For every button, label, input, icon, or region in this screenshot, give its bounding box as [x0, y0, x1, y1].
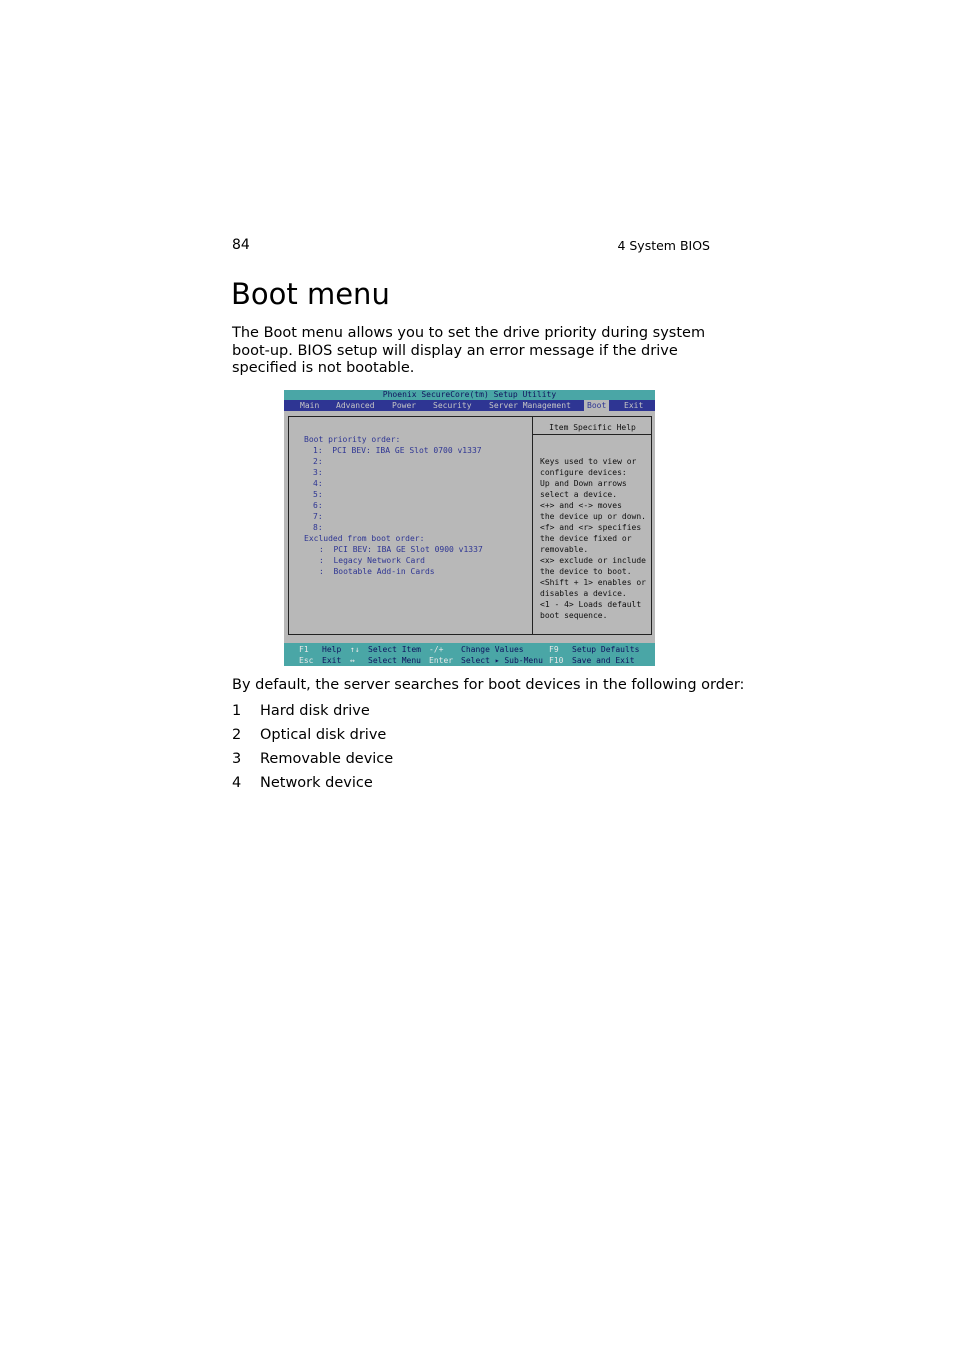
help-line: the device up or down.: [540, 512, 646, 521]
help-title: Item Specific Help: [549, 423, 636, 432]
boot-priority-heading: Boot priority order:: [304, 435, 401, 444]
excluded-item: : PCI BEV: IBA GE Slot 0900 v1337: [319, 545, 483, 554]
key-f1-desc: Help: [322, 645, 342, 654]
bios-panel-divider: [532, 416, 533, 635]
key-arrows-left-right: ↔: [350, 656, 355, 665]
list-item-number: 3: [232, 751, 242, 767]
list-item-text: Network device: [260, 775, 373, 791]
boot-priority-item: 3:: [313, 468, 323, 477]
key-f9: F9: [549, 645, 559, 654]
list-item-number: 4: [232, 775, 242, 791]
bios-menu-server-management: Server Management: [489, 401, 571, 410]
help-text: [540, 456, 646, 621]
list-item-text: Hard disk drive: [260, 703, 370, 719]
list-item-text: Optical disk drive: [260, 727, 387, 743]
key-minus-plus-desc: Change Values: [461, 645, 524, 654]
excluded-item: : Bootable Add-in Cards: [319, 567, 435, 576]
excluded-item: : Legacy Network Card: [319, 556, 425, 565]
help-line: Up and Down arrows: [540, 479, 627, 488]
boot-priority-item: 2:: [313, 457, 323, 466]
bios-title: Phoenix SecureCore(tm) Setup Utility: [284, 390, 655, 400]
bios-menu-main: Main: [300, 401, 320, 410]
help-line: <+> and <-> moves: [540, 501, 622, 510]
help-line: <Shift + 1> enables or: [540, 578, 646, 587]
bios-menu-exit: Exit: [624, 401, 644, 410]
key-f10-desc: Save and Exit: [572, 656, 635, 665]
help-header-divider: [533, 434, 652, 435]
key-esc-desc: Exit: [322, 656, 342, 665]
bios-menu-power: Power: [392, 401, 417, 410]
help-line: removable.: [540, 545, 589, 554]
bios-menu-advanced: Advanced: [336, 401, 375, 410]
key-f9-desc: Setup Defaults: [572, 645, 640, 654]
help-line: configure devices:: [540, 468, 627, 477]
help-line: <x> exclude or include: [540, 556, 646, 565]
key-arrows-up-down: ↑↓: [350, 645, 360, 654]
help-line: disables a device.: [540, 589, 627, 598]
help-line: the device to boot.: [540, 567, 632, 576]
key-f1: F1: [299, 645, 309, 654]
boot-priority-item: 1: PCI BEV: IBA GE Slot 0700 v1337: [313, 446, 482, 455]
page-number: 84: [232, 237, 250, 253]
help-line: <1 - 4> Loads default: [540, 600, 642, 609]
bios-menubar: [284, 400, 655, 411]
boot-order-intro: By default, the server searches for boot devices in the following order:: [232, 677, 745, 693]
boot-priority-item: 8:: [313, 523, 323, 532]
list-item-number: 2: [232, 727, 242, 743]
intro-paragraph: The Boot menu allows you to set the drive priority during system boot-up. BIOS setup will display an error message if the drive specified is not bootable.: [232, 325, 706, 376]
key-minus-plus: -/+: [429, 645, 444, 654]
key-f10: F10: [549, 656, 564, 665]
help-line: Keys used to view or: [540, 457, 637, 466]
help-line: select a device.: [540, 490, 618, 499]
list-item-number: 1: [232, 703, 242, 719]
key-enter: Enter: [429, 656, 454, 665]
help-line: the device fixed or: [540, 534, 632, 543]
boot-priority-item: 4:: [313, 479, 323, 488]
help-line: <f> and <r> specifies: [540, 523, 642, 532]
bios-screenshot: [284, 390, 655, 666]
boot-priority-item: 7:: [313, 512, 323, 521]
key-arrows-left-right-desc: Select Menu: [368, 656, 421, 665]
excluded-heading: Excluded from boot order:: [304, 534, 425, 543]
bios-menu-boot: Boot: [584, 400, 609, 411]
bios-menu-security: Security: [433, 401, 472, 410]
page-title: Boot menu: [231, 277, 390, 311]
help-line: boot sequence.: [540, 611, 608, 620]
list-item-text: Removable device: [260, 751, 394, 767]
boot-priority-item: 5:: [313, 490, 323, 499]
key-esc: Esc: [299, 656, 314, 665]
key-enter-desc: Select ▸ Sub-Menu: [461, 656, 543, 665]
bios-footer: [284, 643, 655, 666]
key-arrows-up-down-desc: Select Item: [368, 645, 421, 654]
boot-priority-item: 6:: [313, 501, 323, 510]
chapter-header: 4 System BIOS: [617, 238, 710, 253]
